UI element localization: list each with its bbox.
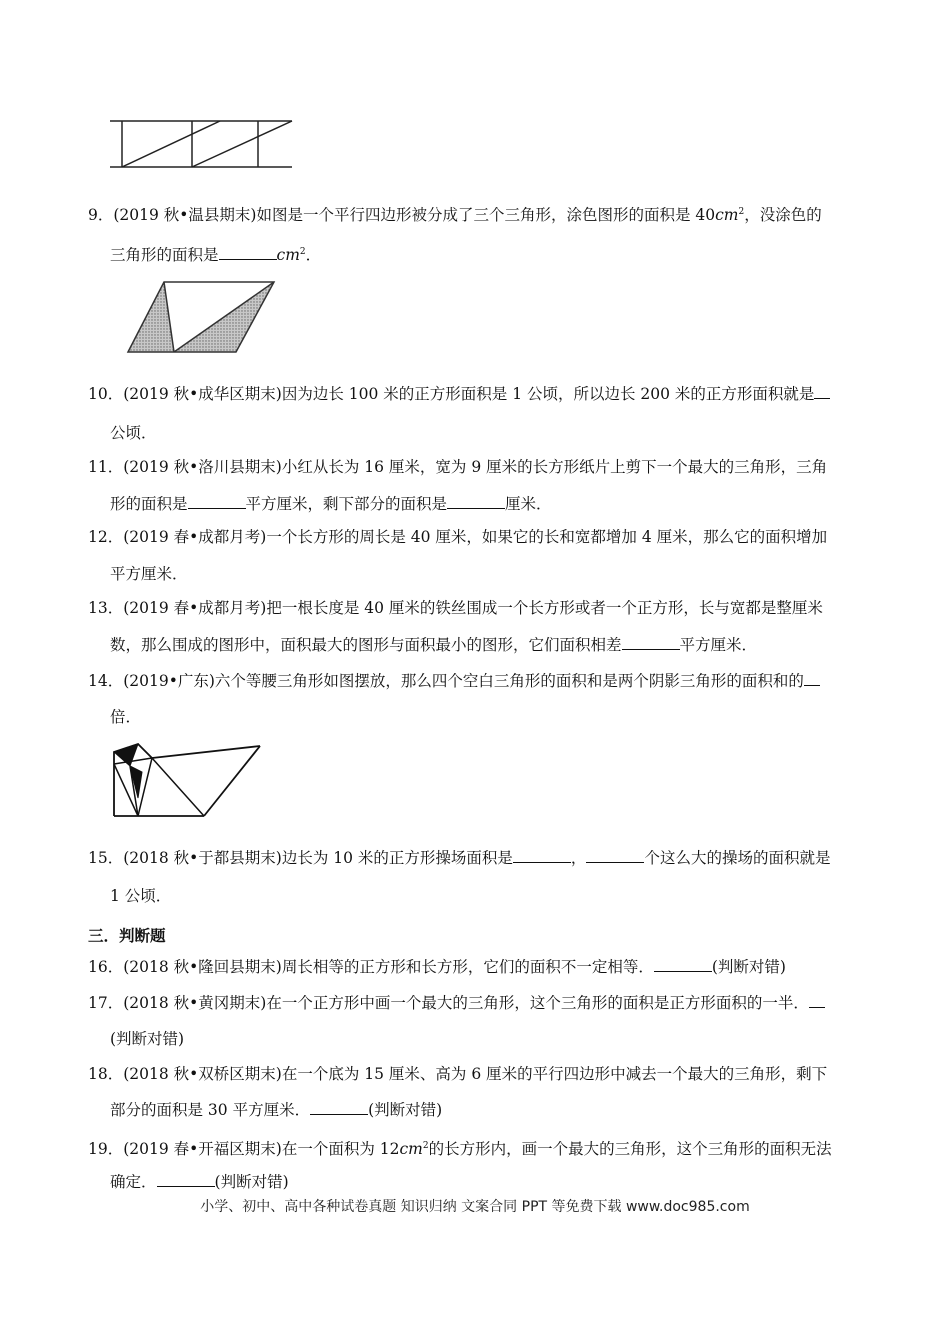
q17-line2: (判断对错) [110,1030,185,1048]
q12-line1: 12．(2019 春•成都月考)一个长方形的周长是 40 厘米，如果它的长和宽都增加 4 厘米，那么它的面积增加 [88,528,828,546]
figure-q8-diagram [110,115,295,175]
q19-line2: 确定． (判断对错) [110,1173,289,1191]
q15-line1: 15．(2018 秋•于都县期末)边长为 10 米的正方形操场面积是 ， 个这么大的操场的面积就是 [88,849,831,867]
answer-blank[interactable] [814,384,830,399]
q16-line1: 16．(2018 秋•隆回县期末)周长相等的正方形和长方形，它们的面积不一定相等． (判断对错) [88,958,786,976]
q12-line2: 平方厘米． [110,565,188,583]
q14-line2: 倍． [110,708,142,726]
figure-q9-parallelogram [124,280,279,355]
q19-line1: 19．(2019 春•开福区期末)在一个面积为 $12cm^2$的长方形内，画一个最大的三角形，这个三角形的面积无法 [88,1140,832,1158]
q18-line2: 部分的面积是 30 平方厘米． (判断对错) [110,1101,443,1119]
q18-line1: 18．(2018 秋•双桥区期末)在一个底为 15 厘米、高为 6 厘米的平行四边形中减去一个最大的三角形，剩下 [88,1065,828,1083]
answer-blank[interactable] [188,494,246,509]
answer-blank[interactable] [513,848,571,863]
q10-line2: 公顷． [110,424,157,442]
q13-line2: 数，那么围成的图形中，面积最大的图形与面积最小的图形，它们面积相差 平方厘米． [110,636,758,654]
q17-line1: 17．(2018 秋•黄冈期末)在一个正方形中画一个最大的三角形，这个三角形的面积是正方形面积的一半． [88,993,825,1013]
q15-line2: 1 公顷． [110,887,172,905]
answer-blank[interactable] [310,1100,368,1115]
section-title-judgement: 三．判断题 [88,926,166,945]
page-footer: 小学、初中、高中各种试卷真题 知识归纳 文案合同 PPT 等免费下载 www.doc985.com [200,1199,750,1215]
answer-blank[interactable] [157,1172,215,1187]
q14-line1: 14．(2019•广东)六个等腰三角形如图摆放，那么四个空白三角形的面积和是两个阴影三角形的面积和的 [88,671,820,691]
answer-blank[interactable] [804,671,820,686]
answer-blank[interactable] [622,635,680,650]
q9-line1: 9．(2019 秋•温县期末)如图是一个平行四边形被分成了三个三角形，涂色图形的面积是 $40cm^2$，没涂色的 [88,206,822,224]
answer-blank[interactable] [447,494,505,509]
q11-line2: 形的面积是 平方厘米，剩下部分的面积是 厘米． [110,495,552,513]
answer-blank[interactable] [586,848,644,863]
answer-blank[interactable] [219,245,277,260]
q9-line2: 三角形的面积是 $cm^2$． [110,246,322,264]
answer-blank[interactable] [654,957,712,972]
q11-line1: 11．(2019 秋•洛川县期末)小红从长为 16 厘米，宽为 9 厘米的长方形纸片上剪下一个最大的三角形，三角 [88,458,828,476]
q13-line1: 13．(2019 春•成都月考)把一根长度是 40 厘米的铁丝围成一个长方形或者一个正方形，长与宽都是整厘米 [88,599,823,617]
figure-q14-triangles [110,740,265,820]
q10-line1: 10．(2019 秋•成华区期末)因为边长 100 米的正方形面积是 1 公顷，所以边长 200 米的正方形面积就是 [88,384,830,404]
answer-blank[interactable] [809,993,825,1008]
